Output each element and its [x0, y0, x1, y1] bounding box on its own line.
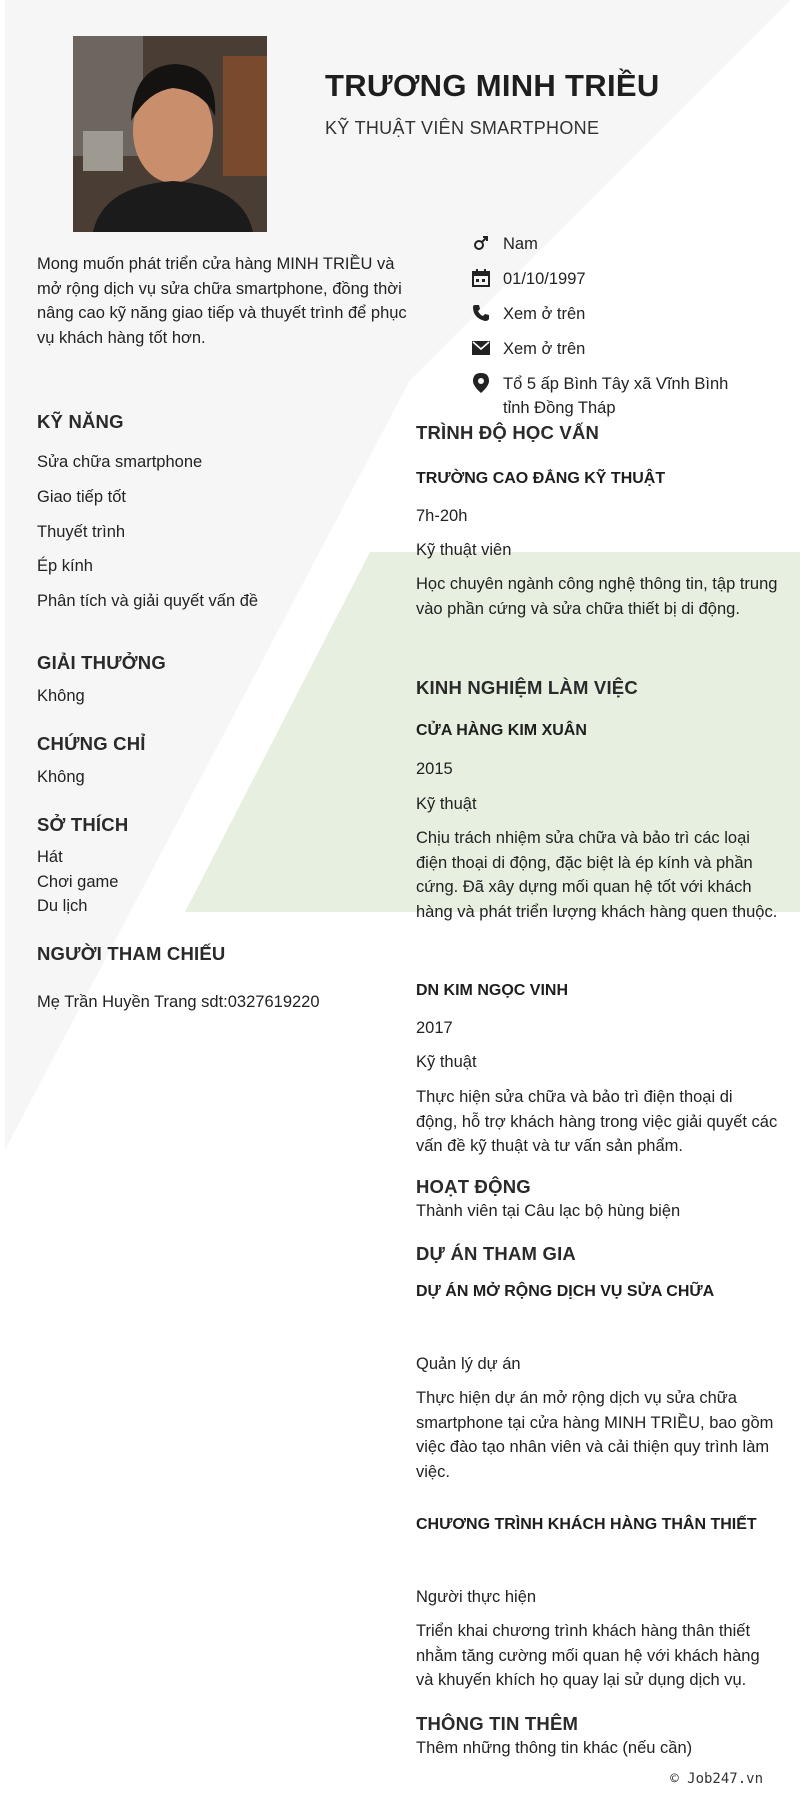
activities-heading: HOẠT ĐỘNG [416, 1176, 531, 1197]
references-heading: NGƯỜI THAM CHIẾU [37, 943, 226, 964]
skill-item: Phân tích và giải quyết vấn đề [37, 592, 259, 610]
career-objective: Mong muốn phát triển cửa hàng MINH TRIỀU và mở rộng dịch vụ sửa chữa smartphone, đồng thời nâng cao kỹ năng giao tiếp và thuyết trình để phục vụ khách hàng tốt hơn. [37, 255, 407, 347]
job-year: 2015 [416, 760, 453, 778]
job-company: CỬA HÀNG KIM XUÂN [416, 722, 587, 739]
candidate-name: TRƯƠNG MINH TRIỀU [325, 68, 660, 103]
hobby-item: Du lịch [37, 897, 88, 915]
project-name: DỰ ÁN MỞ RỘNG DỊCH VỤ SỬA CHỮA [416, 1283, 715, 1300]
contact-address: Tổ 5 ấp Bình Tây xã Vĩnh Bình tỉnh Đồng Tháp [470, 372, 728, 420]
skill-item: Sửa chữa smartphone [37, 453, 203, 471]
education-school: TRƯỜNG CAO ĐẲNG KỸ THUẬT [416, 470, 666, 487]
skill-item: Ép kính [37, 557, 93, 575]
awards-heading: GIẢI THƯỞNG [37, 652, 166, 673]
certificates-heading: CHỨNG CHỈ [37, 733, 146, 754]
map-pin-icon [470, 372, 492, 394]
calendar-icon [470, 267, 492, 289]
contact-birthday: 01/10/1997 [470, 267, 586, 291]
gender-icon [470, 232, 492, 254]
phone-icon [470, 302, 492, 324]
project-role: Người thực hiện [416, 1588, 537, 1606]
job-year: 2017 [416, 1019, 453, 1037]
job-company: DN KIM NGỌC VINH [416, 982, 568, 999]
experience-heading: KINH NGHIỆM LÀM VIỆC [416, 677, 638, 698]
project-name: CHƯƠNG TRÌNH KHÁCH HÀNG THÂN THIẾT [416, 1516, 757, 1533]
hobby-item: Hát [37, 848, 63, 866]
job-role: Kỹ thuật [416, 1053, 477, 1071]
education-heading: TRÌNH ĐỘ HỌC VẤN [416, 422, 600, 443]
skill-item: Thuyết trình [37, 523, 126, 541]
contact-gender: Nam [470, 232, 538, 256]
references-text: Mẹ Trần Huyền Trang sdt:0327619220 [37, 993, 320, 1011]
project-desc: Triển khai chương trình khách hàng thân thiết nhằm tăng cường mối quan hệ với khách hàng và khuyến khích họ quay lại sử dụng dịch vụ. [416, 1622, 760, 1689]
contact-phone: Xem ở trên [470, 302, 585, 326]
projects-heading: DỰ ÁN THAM GIA [416, 1243, 576, 1264]
job-desc: Chịu trách nhiệm sửa chữa và bảo trì các loại điện thoại di động, đặc biệt là ép kính và phần cứng. Đã xây dựng mối quan hệ tốt với khách hàng và phát triển lượng khách hàng quen thuộc. [416, 829, 778, 921]
education-desc: Học chuyên ngành công nghệ thông tin, tập trung vào phần cứng và sửa chữa thiết bị di động. [416, 575, 778, 618]
project-role: Quản lý dự án [416, 1355, 521, 1373]
extra-heading: THÔNG TIN THÊM [416, 1713, 579, 1734]
contact-email: Xem ở trên [470, 337, 585, 361]
hobby-item: Chơi game [37, 873, 119, 891]
envelope-icon [470, 337, 492, 359]
education-time: 7h-20h [416, 507, 468, 525]
footer-watermark[interactable]: © Job247.vn [670, 1771, 763, 1787]
project-desc: Thực hiện dự án mở rộng dịch vụ sửa chữa smartphone tại cửa hàng MINH TRIỀU, bao gồm việc đào tạo nhân viên và cải thiện quy trình làm việc. [416, 1389, 774, 1481]
hobbies-heading: SỞ THÍCH [37, 814, 129, 835]
skill-item: Giao tiếp tốt [37, 488, 126, 506]
job-desc: Thực hiện sửa chữa và bảo trì điện thoại di động, hỗ trợ khách hàng trong việc giải quyết các vấn đề kỹ thuật và tư vấn sản phẩm. [416, 1088, 778, 1155]
activities-text: Thành viên tại Câu lạc bộ hùng biện [416, 1202, 681, 1220]
awards-text: Không [37, 687, 85, 705]
job-title: KỸ THUẬT VIÊN SMARTPHONE [325, 118, 600, 138]
certificates-text: Không [37, 768, 85, 786]
profile-photo [73, 36, 267, 232]
extra-text: Thêm những thông tin khác (nếu cần) [416, 1739, 693, 1757]
job-role: Kỹ thuật [416, 795, 477, 813]
skills-heading: KỸ NĂNG [37, 411, 124, 432]
education-major: Kỹ thuật viên [416, 541, 512, 559]
